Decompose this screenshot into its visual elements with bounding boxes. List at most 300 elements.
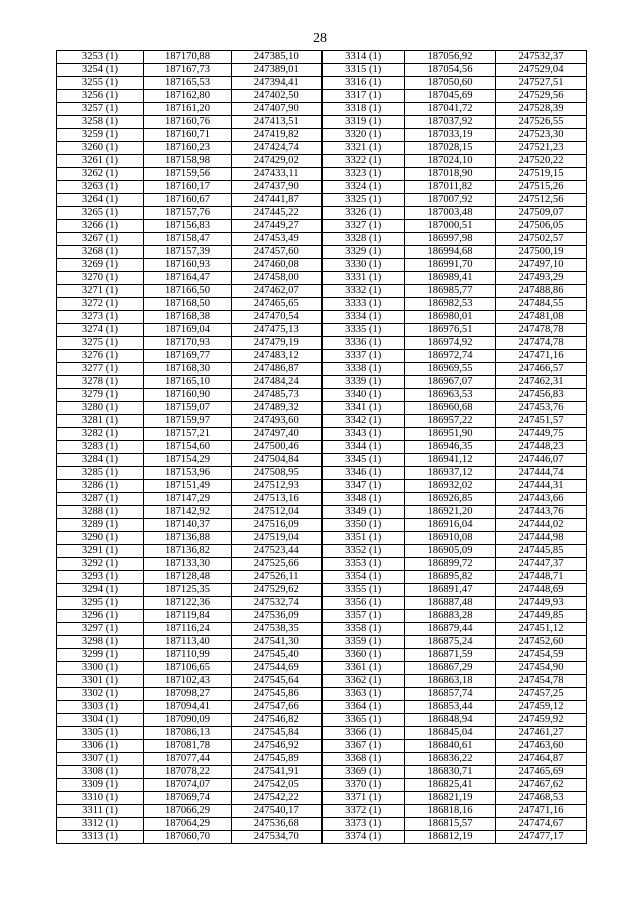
point-number-left-cell: 3291 (1): [57, 545, 144, 558]
point-number-left-cell: 3298 (1): [57, 636, 144, 649]
point-number-right-cell: 3357 (1): [322, 610, 405, 623]
point-number-right-cell: 3361 (1): [322, 662, 405, 675]
y-coordinate-left-cell: 247525,66: [232, 558, 322, 571]
y-coordinate-right-cell: 247462,31: [496, 376, 587, 389]
point-number-right-cell: 3329 (1): [322, 246, 405, 259]
x-coordinate-left-cell: 187074,07: [144, 779, 232, 792]
point-number-left-cell: 3309 (1): [57, 779, 144, 792]
x-coordinate-right-cell: 186821,19: [405, 792, 496, 805]
point-number-left-cell: 3301 (1): [57, 675, 144, 688]
x-coordinate-right-cell: 186853,44: [405, 701, 496, 714]
y-coordinate-left-cell: 247545,86: [232, 688, 322, 701]
x-coordinate-left-cell: 187170,93: [144, 337, 232, 350]
point-number-right-cell: 3370 (1): [322, 779, 405, 792]
x-coordinate-right-cell: 186972,74: [405, 350, 496, 363]
page-number: 28: [313, 31, 327, 46]
x-coordinate-left-cell: 187159,07: [144, 402, 232, 415]
point-number-left-cell: 3292 (1): [57, 558, 144, 571]
y-coordinate-right-cell: 247519,15: [496, 168, 587, 181]
table-row: [57, 649, 587, 662]
y-coordinate-left-cell: 247385,10: [232, 51, 322, 64]
x-coordinate-left-cell: 187164,47: [144, 272, 232, 285]
y-coordinate-right-cell: 247449,93: [496, 597, 587, 610]
y-coordinate-right-cell: 247445,85: [496, 545, 587, 558]
y-coordinate-right-cell: 247443,66: [496, 493, 587, 506]
x-coordinate-right-cell: 187045,69: [405, 90, 496, 103]
point-number-left-cell: 3274 (1): [57, 324, 144, 337]
y-coordinate-left-cell: 247536,68: [232, 818, 322, 831]
y-coordinate-right-cell: 247474,78: [496, 337, 587, 350]
y-coordinate-right-cell: 247478,78: [496, 324, 587, 337]
y-coordinate-left-cell: 247449,27: [232, 220, 322, 233]
point-number-right-cell: 3348 (1): [322, 493, 405, 506]
y-coordinate-left-cell: 247402,50: [232, 90, 322, 103]
y-coordinate-right-cell: 247465,69: [496, 766, 587, 779]
point-number-left-cell: 3279 (1): [57, 389, 144, 402]
x-coordinate-right-cell: 187000,51: [405, 220, 496, 233]
point-number-right-cell: 3319 (1): [322, 116, 405, 129]
y-coordinate-right-cell: 247497,10: [496, 259, 587, 272]
table-row: [57, 597, 587, 610]
x-coordinate-left-cell: 187060,70: [144, 831, 232, 844]
x-coordinate-right-cell: 187018,90: [405, 168, 496, 181]
table-row: [57, 480, 587, 493]
table-row: [57, 233, 587, 246]
table-row: [57, 818, 587, 831]
point-number-right-cell: 3331 (1): [322, 272, 405, 285]
y-coordinate-left-cell: 247504,84: [232, 454, 322, 467]
table-row: [57, 428, 587, 441]
y-coordinate-left-cell: 247536,09: [232, 610, 322, 623]
x-coordinate-left-cell: 187167,73: [144, 64, 232, 77]
x-coordinate-left-cell: 187169,77: [144, 350, 232, 363]
y-coordinate-left-cell: 247534,70: [232, 831, 322, 844]
y-coordinate-right-cell: 247451,12: [496, 623, 587, 636]
y-coordinate-right-cell: 247477,17: [496, 831, 587, 844]
table-row: [57, 675, 587, 688]
x-coordinate-left-cell: 187140,37: [144, 519, 232, 532]
point-number-left-cell: 3304 (1): [57, 714, 144, 727]
point-number-left-cell: 3307 (1): [57, 753, 144, 766]
point-number-left-cell: 3281 (1): [57, 415, 144, 428]
x-coordinate-left-cell: 187069,74: [144, 792, 232, 805]
table-row: [57, 506, 587, 519]
y-coordinate-left-cell: 247541,91: [232, 766, 322, 779]
point-number-left-cell: 3265 (1): [57, 207, 144, 220]
y-coordinate-left-cell: 247545,84: [232, 727, 322, 740]
x-coordinate-left-cell: 187170,88: [144, 51, 232, 64]
y-coordinate-right-cell: 247448,69: [496, 584, 587, 597]
x-coordinate-right-cell: 186883,28: [405, 610, 496, 623]
point-number-right-cell: 3356 (1): [322, 597, 405, 610]
x-coordinate-left-cell: 187168,50: [144, 298, 232, 311]
x-coordinate-left-cell: 187157,76: [144, 207, 232, 220]
coordinates-table-body: [57, 51, 587, 844]
point-number-left-cell: 3297 (1): [57, 623, 144, 636]
y-coordinate-right-cell: 247467,62: [496, 779, 587, 792]
y-coordinate-right-cell: 247456,83: [496, 389, 587, 402]
table-row: [57, 324, 587, 337]
x-coordinate-left-cell: 187161,20: [144, 103, 232, 116]
point-number-right-cell: 3337 (1): [322, 350, 405, 363]
y-coordinate-right-cell: 247453,76: [496, 402, 587, 415]
point-number-right-cell: 3373 (1): [322, 818, 405, 831]
table-row: [57, 376, 587, 389]
point-number-right-cell: 3349 (1): [322, 506, 405, 519]
x-coordinate-right-cell: 187056,92: [405, 51, 496, 64]
x-coordinate-right-cell: 186830,71: [405, 766, 496, 779]
table-row: [57, 454, 587, 467]
x-coordinate-right-cell: 186989,41: [405, 272, 496, 285]
table-row: [57, 636, 587, 649]
y-coordinate-right-cell: 247502,57: [496, 233, 587, 246]
x-coordinate-left-cell: 187098,27: [144, 688, 232, 701]
point-number-left-cell: 3253 (1): [57, 51, 144, 64]
x-coordinate-right-cell: 186991,70: [405, 259, 496, 272]
point-number-right-cell: 3322 (1): [322, 155, 405, 168]
y-coordinate-left-cell: 247484,24: [232, 376, 322, 389]
x-coordinate-left-cell: 187158,47: [144, 233, 232, 246]
table-row: [57, 519, 587, 532]
y-coordinate-right-cell: 247527,51: [496, 77, 587, 90]
x-coordinate-right-cell: 186812,19: [405, 831, 496, 844]
y-coordinate-left-cell: 247542,05: [232, 779, 322, 792]
point-number-right-cell: 3341 (1): [322, 402, 405, 415]
x-coordinate-right-cell: 186887,48: [405, 597, 496, 610]
table-row: [57, 610, 587, 623]
x-coordinate-right-cell: 186875,24: [405, 636, 496, 649]
point-number-left-cell: 3294 (1): [57, 584, 144, 597]
point-number-right-cell: 3346 (1): [322, 467, 405, 480]
table-row: [57, 298, 587, 311]
point-number-right-cell: 3372 (1): [322, 805, 405, 818]
x-coordinate-right-cell: 186951,90: [405, 428, 496, 441]
y-coordinate-left-cell: 247547,66: [232, 701, 322, 714]
table-row: [57, 350, 587, 363]
point-number-right-cell: 3343 (1): [322, 428, 405, 441]
point-number-right-cell: 3363 (1): [322, 688, 405, 701]
y-coordinate-left-cell: 247465,65: [232, 298, 322, 311]
x-coordinate-left-cell: 187165,10: [144, 376, 232, 389]
y-coordinate-right-cell: 247526,55: [496, 116, 587, 129]
point-number-left-cell: 3285 (1): [57, 467, 144, 480]
y-coordinate-left-cell: 247540,17: [232, 805, 322, 818]
table-row: [57, 272, 587, 285]
point-number-right-cell: 3352 (1): [322, 545, 405, 558]
point-number-left-cell: 3260 (1): [57, 142, 144, 155]
point-number-right-cell: 3318 (1): [322, 103, 405, 116]
point-number-left-cell: 3255 (1): [57, 77, 144, 90]
y-coordinate-right-cell: 247471,16: [496, 805, 587, 818]
y-coordinate-right-cell: 247515,26: [496, 181, 587, 194]
y-coordinate-left-cell: 247486,87: [232, 363, 322, 376]
table-row: [57, 688, 587, 701]
table-row: [57, 571, 587, 584]
x-coordinate-left-cell: 187160,76: [144, 116, 232, 129]
x-coordinate-right-cell: 187011,82: [405, 181, 496, 194]
point-number-left-cell: 3278 (1): [57, 376, 144, 389]
x-coordinate-right-cell: 187037,92: [405, 116, 496, 129]
point-number-right-cell: 3321 (1): [322, 142, 405, 155]
x-coordinate-right-cell: 186891,47: [405, 584, 496, 597]
x-coordinate-right-cell: 186960,68: [405, 402, 496, 415]
y-coordinate-right-cell: 247509,07: [496, 207, 587, 220]
point-number-right-cell: 3317 (1): [322, 90, 405, 103]
table-row: [57, 285, 587, 298]
y-coordinate-left-cell: 247475,13: [232, 324, 322, 337]
point-number-left-cell: 3268 (1): [57, 246, 144, 259]
point-number-right-cell: 3333 (1): [322, 298, 405, 311]
y-coordinate-right-cell: 247444,31: [496, 480, 587, 493]
table-row: [57, 220, 587, 233]
table-row: [57, 415, 587, 428]
point-number-left-cell: 3256 (1): [57, 90, 144, 103]
y-coordinate-right-cell: 247529,56: [496, 90, 587, 103]
table-row: [57, 246, 587, 259]
y-coordinate-right-cell: 247454,90: [496, 662, 587, 675]
x-coordinate-right-cell: 187028,15: [405, 142, 496, 155]
point-number-left-cell: 3289 (1): [57, 519, 144, 532]
point-number-right-cell: 3344 (1): [322, 441, 405, 454]
x-coordinate-left-cell: 187077,44: [144, 753, 232, 766]
y-coordinate-right-cell: 247446,07: [496, 454, 587, 467]
y-coordinate-left-cell: 247546,82: [232, 714, 322, 727]
x-coordinate-left-cell: 187159,56: [144, 168, 232, 181]
point-number-right-cell: 3359 (1): [322, 636, 405, 649]
point-number-right-cell: 3324 (1): [322, 181, 405, 194]
x-coordinate-right-cell: 186985,77: [405, 285, 496, 298]
x-coordinate-right-cell: 187050,60: [405, 77, 496, 90]
y-coordinate-left-cell: 247513,16: [232, 493, 322, 506]
x-coordinate-right-cell: 186825,41: [405, 779, 496, 792]
x-coordinate-right-cell: 186969,55: [405, 363, 496, 376]
y-coordinate-left-cell: 247516,09: [232, 519, 322, 532]
y-coordinate-right-cell: 247448,71: [496, 571, 587, 584]
y-coordinate-left-cell: 247470,54: [232, 311, 322, 324]
table-row: [57, 545, 587, 558]
y-coordinate-right-cell: 247444,74: [496, 467, 587, 480]
y-coordinate-left-cell: 247500,46: [232, 441, 322, 454]
x-coordinate-left-cell: 187110,99: [144, 649, 232, 662]
x-coordinate-right-cell: 186932,02: [405, 480, 496, 493]
y-coordinate-right-cell: 247488,86: [496, 285, 587, 298]
point-number-left-cell: 3258 (1): [57, 116, 144, 129]
x-coordinate-left-cell: 187106,65: [144, 662, 232, 675]
point-number-left-cell: 3257 (1): [57, 103, 144, 116]
y-coordinate-right-cell: 247512,56: [496, 194, 587, 207]
x-coordinate-right-cell: 186957,22: [405, 415, 496, 428]
point-number-right-cell: 3365 (1): [322, 714, 405, 727]
point-number-left-cell: 3296 (1): [57, 610, 144, 623]
point-number-left-cell: 3295 (1): [57, 597, 144, 610]
point-number-left-cell: 3284 (1): [57, 454, 144, 467]
y-coordinate-left-cell: 247544,69: [232, 662, 322, 675]
x-coordinate-right-cell: 186982,53: [405, 298, 496, 311]
x-coordinate-right-cell: 186976,51: [405, 324, 496, 337]
y-coordinate-left-cell: 247389,01: [232, 64, 322, 77]
x-coordinate-left-cell: 187078,22: [144, 766, 232, 779]
point-number-right-cell: 3315 (1): [322, 64, 405, 77]
x-coordinate-left-cell: 187157,39: [144, 246, 232, 259]
point-number-right-cell: 3350 (1): [322, 519, 405, 532]
point-number-left-cell: 3288 (1): [57, 506, 144, 519]
y-coordinate-right-cell: 247449,85: [496, 610, 587, 623]
y-coordinate-left-cell: 247424,74: [232, 142, 322, 155]
x-coordinate-right-cell: 186921,20: [405, 506, 496, 519]
y-coordinate-left-cell: 247545,89: [232, 753, 322, 766]
point-number-left-cell: 3276 (1): [57, 350, 144, 363]
x-coordinate-right-cell: 186871,59: [405, 649, 496, 662]
table-row: [57, 558, 587, 571]
point-number-left-cell: 3287 (1): [57, 493, 144, 506]
x-coordinate-left-cell: 187094,41: [144, 701, 232, 714]
x-coordinate-left-cell: 187102,43: [144, 675, 232, 688]
y-coordinate-right-cell: 247463,60: [496, 740, 587, 753]
x-coordinate-left-cell: 187160,93: [144, 259, 232, 272]
point-number-left-cell: 3275 (1): [57, 337, 144, 350]
x-coordinate-right-cell: 187041,72: [405, 103, 496, 116]
y-coordinate-right-cell: 247447,37: [496, 558, 587, 571]
x-coordinate-right-cell: 186926,85: [405, 493, 496, 506]
x-coordinate-right-cell: 187054,56: [405, 64, 496, 77]
y-coordinate-right-cell: 247500,19: [496, 246, 587, 259]
point-number-right-cell: 3334 (1): [322, 311, 405, 324]
point-number-left-cell: 3263 (1): [57, 181, 144, 194]
table-row: [57, 311, 587, 324]
x-coordinate-right-cell: 187024,10: [405, 155, 496, 168]
x-coordinate-left-cell: 187158,98: [144, 155, 232, 168]
point-number-left-cell: 3267 (1): [57, 233, 144, 246]
x-coordinate-left-cell: 187136,88: [144, 532, 232, 545]
x-coordinate-left-cell: 187157,21: [144, 428, 232, 441]
table-row: [57, 103, 587, 116]
point-number-left-cell: 3311 (1): [57, 805, 144, 818]
x-coordinate-left-cell: 187113,40: [144, 636, 232, 649]
point-number-right-cell: 3323 (1): [322, 168, 405, 181]
x-coordinate-right-cell: 186895,82: [405, 571, 496, 584]
table-row: [57, 90, 587, 103]
y-coordinate-left-cell: 247508,95: [232, 467, 322, 480]
table-row: [57, 805, 587, 818]
table-row: [57, 155, 587, 168]
y-coordinate-right-cell: 247523,30: [496, 129, 587, 142]
point-number-left-cell: 3290 (1): [57, 532, 144, 545]
table-row: [57, 363, 587, 376]
x-coordinate-right-cell: 186867,29: [405, 662, 496, 675]
x-coordinate-left-cell: 187147,29: [144, 493, 232, 506]
y-coordinate-left-cell: 247407,90: [232, 103, 322, 116]
y-coordinate-left-cell: 247462,07: [232, 285, 322, 298]
table-row: [57, 792, 587, 805]
x-coordinate-left-cell: 187154,29: [144, 454, 232, 467]
table-row: [57, 402, 587, 415]
point-number-left-cell: 3261 (1): [57, 155, 144, 168]
x-coordinate-left-cell: 187153,96: [144, 467, 232, 480]
table-row: [57, 584, 587, 597]
y-coordinate-left-cell: 247529,62: [232, 584, 322, 597]
x-coordinate-right-cell: 186937,12: [405, 467, 496, 480]
point-number-left-cell: 3272 (1): [57, 298, 144, 311]
point-number-right-cell: 3362 (1): [322, 675, 405, 688]
x-coordinate-left-cell: 187169,04: [144, 324, 232, 337]
x-coordinate-left-cell: 187160,17: [144, 181, 232, 194]
y-coordinate-left-cell: 247497,40: [232, 428, 322, 441]
table-row: [57, 662, 587, 675]
x-coordinate-right-cell: 186848,94: [405, 714, 496, 727]
table-row: [57, 441, 587, 454]
y-coordinate-left-cell: 247419,82: [232, 129, 322, 142]
y-coordinate-right-cell: 247443,76: [496, 506, 587, 519]
x-coordinate-right-cell: 186967,07: [405, 376, 496, 389]
point-number-right-cell: 3339 (1): [322, 376, 405, 389]
x-coordinate-left-cell: 187156,83: [144, 220, 232, 233]
y-coordinate-right-cell: 247468,53: [496, 792, 587, 805]
x-coordinate-left-cell: 187136,82: [144, 545, 232, 558]
point-number-left-cell: 3264 (1): [57, 194, 144, 207]
y-coordinate-right-cell: 247454,78: [496, 675, 587, 688]
x-coordinate-right-cell: 186905,09: [405, 545, 496, 558]
point-number-left-cell: 3271 (1): [57, 285, 144, 298]
table-row: [57, 753, 587, 766]
y-coordinate-right-cell: 247461,27: [496, 727, 587, 740]
y-coordinate-right-cell: 247521,23: [496, 142, 587, 155]
y-coordinate-left-cell: 247541,30: [232, 636, 322, 649]
point-number-left-cell: 3262 (1): [57, 168, 144, 181]
table-row: [57, 493, 587, 506]
point-number-left-cell: 3254 (1): [57, 64, 144, 77]
point-number-right-cell: 3336 (1): [322, 337, 405, 350]
y-coordinate-right-cell: 247484,55: [496, 298, 587, 311]
point-number-right-cell: 3347 (1): [322, 480, 405, 493]
table-row: [57, 337, 587, 350]
x-coordinate-right-cell: 186815,57: [405, 818, 496, 831]
point-number-right-cell: 3345 (1): [322, 454, 405, 467]
y-coordinate-right-cell: 247459,92: [496, 714, 587, 727]
x-coordinate-left-cell: 187090,09: [144, 714, 232, 727]
point-number-left-cell: 3269 (1): [57, 259, 144, 272]
point-number-right-cell: 3320 (1): [322, 129, 405, 142]
point-number-right-cell: 3369 (1): [322, 766, 405, 779]
x-coordinate-left-cell: 187116,24: [144, 623, 232, 636]
x-coordinate-right-cell: 186997,98: [405, 233, 496, 246]
y-coordinate-left-cell: 247429,02: [232, 155, 322, 168]
point-number-left-cell: 3308 (1): [57, 766, 144, 779]
point-number-left-cell: 3277 (1): [57, 363, 144, 376]
table-row: [57, 181, 587, 194]
y-coordinate-left-cell: 247542,22: [232, 792, 322, 805]
x-coordinate-left-cell: 187142,92: [144, 506, 232, 519]
point-number-left-cell: 3303 (1): [57, 701, 144, 714]
coordinates-table: [56, 50, 587, 844]
point-number-left-cell: 3270 (1): [57, 272, 144, 285]
point-number-left-cell: 3305 (1): [57, 727, 144, 740]
point-number-left-cell: 3273 (1): [57, 311, 144, 324]
point-number-right-cell: 3374 (1): [322, 831, 405, 844]
x-coordinate-right-cell: 186845,04: [405, 727, 496, 740]
y-coordinate-left-cell: 247546,92: [232, 740, 322, 753]
point-number-left-cell: 3300 (1): [57, 662, 144, 675]
x-coordinate-left-cell: 187160,23: [144, 142, 232, 155]
table-row: [57, 701, 587, 714]
point-number-left-cell: 3282 (1): [57, 428, 144, 441]
point-number-right-cell: 3325 (1): [322, 194, 405, 207]
x-coordinate-right-cell: 186879,44: [405, 623, 496, 636]
x-coordinate-right-cell: 187003,48: [405, 207, 496, 220]
y-coordinate-right-cell: 247481,08: [496, 311, 587, 324]
y-coordinate-left-cell: 247457,60: [232, 246, 322, 259]
table-row: [57, 77, 587, 90]
x-coordinate-left-cell: 187133,30: [144, 558, 232, 571]
